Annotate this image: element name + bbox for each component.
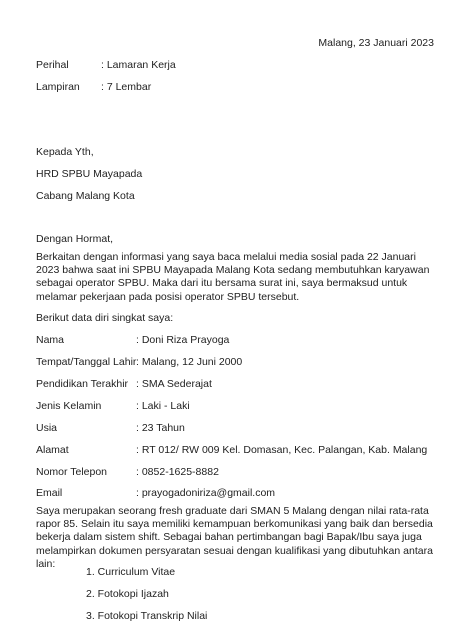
letter-date: Malang, 23 Januari 2023 bbox=[318, 37, 434, 49]
personal-row-telepon bbox=[36, 466, 219, 478]
personal-value: : prayogadoniriza@gmail.com bbox=[136, 487, 276, 499]
personal-label: Alamat bbox=[36, 444, 69, 456]
personal-row-email bbox=[36, 487, 275, 499]
data-intro: Berikut data diri singkat saya: bbox=[36, 312, 174, 324]
personal-row-pendidikan bbox=[36, 378, 212, 390]
personal-value: : RT 012/ RW 009 Kel. Domasan, Kec. Palangan, Kab. Malang bbox=[136, 444, 428, 456]
personal-label: Tempat/Tanggal Lahir bbox=[36, 356, 137, 368]
lampiran-label: Lampiran bbox=[36, 81, 80, 93]
paragraph-qualifications: Saya merupakan seorang fresh graduate dari SMAN 5 Malang dengan nilai rata-rata rapor 85. Selain itu saya memiliki kemampuan berkomunikasi yang baik dan bersedia bekerja dalam sistem shift. Sebagai bahan pertimbangan bagi Bapak/Ibu saya juga melampirkan dokumen persyaratan sesuai dengan kualifikasi yang dibutuhkan antara lain: bbox=[36, 505, 433, 570]
lampiran-value: : 7 Lembar bbox=[101, 81, 152, 93]
personal-value: : Laki - Laki bbox=[136, 400, 190, 412]
perihal-value: : Lamaran Kerja bbox=[101, 59, 176, 71]
personal-label: Jenis Kelamin bbox=[36, 400, 102, 412]
list-item: 3. Fotokopi Transkrip Nilai bbox=[86, 610, 208, 622]
lampiran-row bbox=[36, 81, 151, 93]
list-item: 1. Curriculum Vitae bbox=[86, 566, 176, 578]
personal-row-usia bbox=[36, 422, 185, 434]
personal-value: : SMA Sederajat bbox=[136, 378, 212, 390]
personal-row-nama bbox=[36, 334, 229, 346]
recipient-line-3: Cabang Malang Kota bbox=[36, 190, 135, 202]
personal-row-alamat bbox=[36, 444, 427, 456]
personal-value: : 0852-1625-8882 bbox=[136, 466, 219, 478]
personal-row-ttl bbox=[36, 356, 242, 368]
personal-label: Nama bbox=[36, 334, 65, 346]
personal-value: : 23 Tahun bbox=[136, 422, 185, 434]
personal-label: Email bbox=[36, 487, 63, 499]
personal-value: : Malang, 12 Juni 2000 bbox=[136, 356, 243, 368]
personal-label: Nomor Telepon bbox=[36, 466, 108, 478]
paragraph-intro: Berkaitan dengan informasi yang saya baca melalui media sosial pada 22 Januari 2023 bahwa saat ini SPBU Mayapada Malang Kota sedang membutuhkan karyawan sebagai operator SPBU. Maka dari itu bersama surat ini, saya bermaksud untuk melamar pekerjaan pada posisi operator SPBU tersebut. bbox=[36, 251, 430, 303]
recipient-line-2: HRD SPBU Mayapada bbox=[36, 168, 143, 180]
perihal-label: Perihal bbox=[36, 59, 69, 71]
greeting: Dengan Hormat, bbox=[36, 233, 114, 245]
personal-label: Pendidikan Terakhir bbox=[36, 378, 129, 390]
personal-label: Usia bbox=[36, 422, 58, 434]
personal-row-jenis-kelamin bbox=[36, 400, 190, 412]
perihal-row bbox=[36, 59, 176, 71]
recipient-line-1: Kepada Yth, bbox=[36, 146, 94, 158]
personal-value: : Doni Riza Prayoga bbox=[136, 334, 230, 346]
list-item: 2. Fotokopi Ijazah bbox=[86, 588, 169, 600]
